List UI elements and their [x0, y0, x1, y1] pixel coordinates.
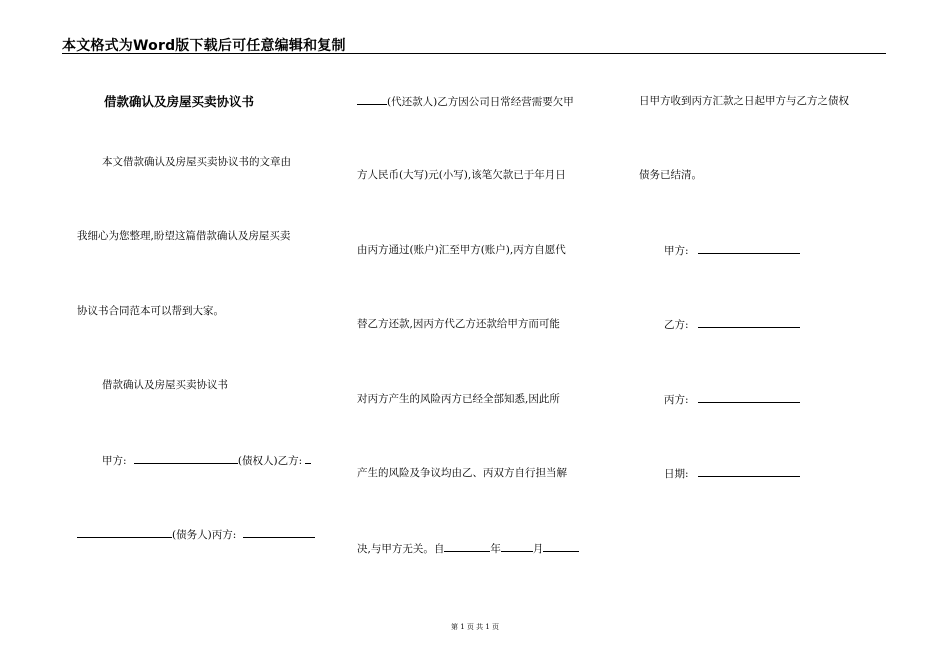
year-blank	[444, 541, 490, 552]
signature-party-c-blank	[698, 392, 800, 403]
day-blank	[543, 541, 579, 552]
signature-party-a-label: 甲方:	[664, 245, 689, 257]
party-a-label: 甲方:	[102, 455, 127, 467]
debtor-text: (债务人)丙方:	[172, 529, 237, 541]
body-line-3: 由丙方通过(账户)汇至甲方(账户),丙方自愿代	[357, 244, 566, 256]
party-c-blank	[243, 527, 315, 538]
page-footer: 第 1 页 共 1 页	[450, 623, 500, 631]
body-line-2: 方人民币(大写)元(小写),该笔欠款已于年月日	[357, 169, 566, 181]
intro-line-3: 协议书合同范本可以帮到大家。	[77, 305, 224, 317]
body-line-1-text: (代还款人)乙方因公司日常经营需要欠甲	[387, 96, 574, 108]
signature-party-c	[664, 392, 800, 407]
signature-date	[664, 466, 800, 481]
header-title: 本文格式为Word版下载后可任意编辑和复制	[62, 38, 346, 54]
body-line-7-prefix: 决,与甲方无关。自	[357, 543, 445, 555]
creditor-text: (债权人)乙方:	[237, 455, 303, 467]
signature-party-a	[664, 243, 800, 258]
payer-blank	[357, 94, 387, 105]
signature-date-blank	[698, 466, 800, 477]
body-line-1	[357, 94, 574, 109]
signature-party-a-blank	[698, 243, 800, 254]
signature-party-b	[664, 317, 800, 332]
party-b-blank	[305, 453, 311, 464]
body-line-5: 对丙方产生的风险丙方已经全部知悉,因此所	[357, 393, 560, 405]
debtor-line	[77, 527, 315, 542]
party-a-blank	[134, 453, 238, 464]
body-line-4: 替乙方还款,因丙方代乙方还款给甲方而可能	[357, 318, 560, 330]
page-header	[62, 34, 886, 54]
party-b-name-blank	[77, 527, 172, 538]
intro-line-2: 我细心为您整理,盼望这篇借款确认及房屋买卖	[77, 230, 291, 242]
signature-party-c-label: 丙方:	[664, 394, 689, 406]
intro-line-1: 本文借款确认及房屋买卖协议书的文章由	[102, 156, 291, 168]
signature-party-b-label: 乙方:	[664, 319, 689, 331]
month-blank	[501, 541, 533, 552]
body-line-9: 债务已结清。	[639, 169, 702, 181]
signature-party-b-blank	[698, 317, 800, 328]
document-title: 借款确认及房屋买卖协议书	[104, 94, 255, 109]
year-label: 年	[490, 543, 501, 555]
subtitle: 借款确认及房屋买卖协议书	[102, 379, 228, 391]
body-line-7	[357, 541, 579, 556]
signature-date-label: 日期:	[664, 468, 689, 480]
party-line	[102, 453, 311, 468]
body-line-6: 产生的风险及争议均由乙、丙双方自行担当解	[357, 467, 567, 479]
month-label: 月	[532, 543, 544, 555]
body-line-8: 日甲方收到丙方汇款之日起甲方与乙方之债权	[639, 95, 849, 107]
